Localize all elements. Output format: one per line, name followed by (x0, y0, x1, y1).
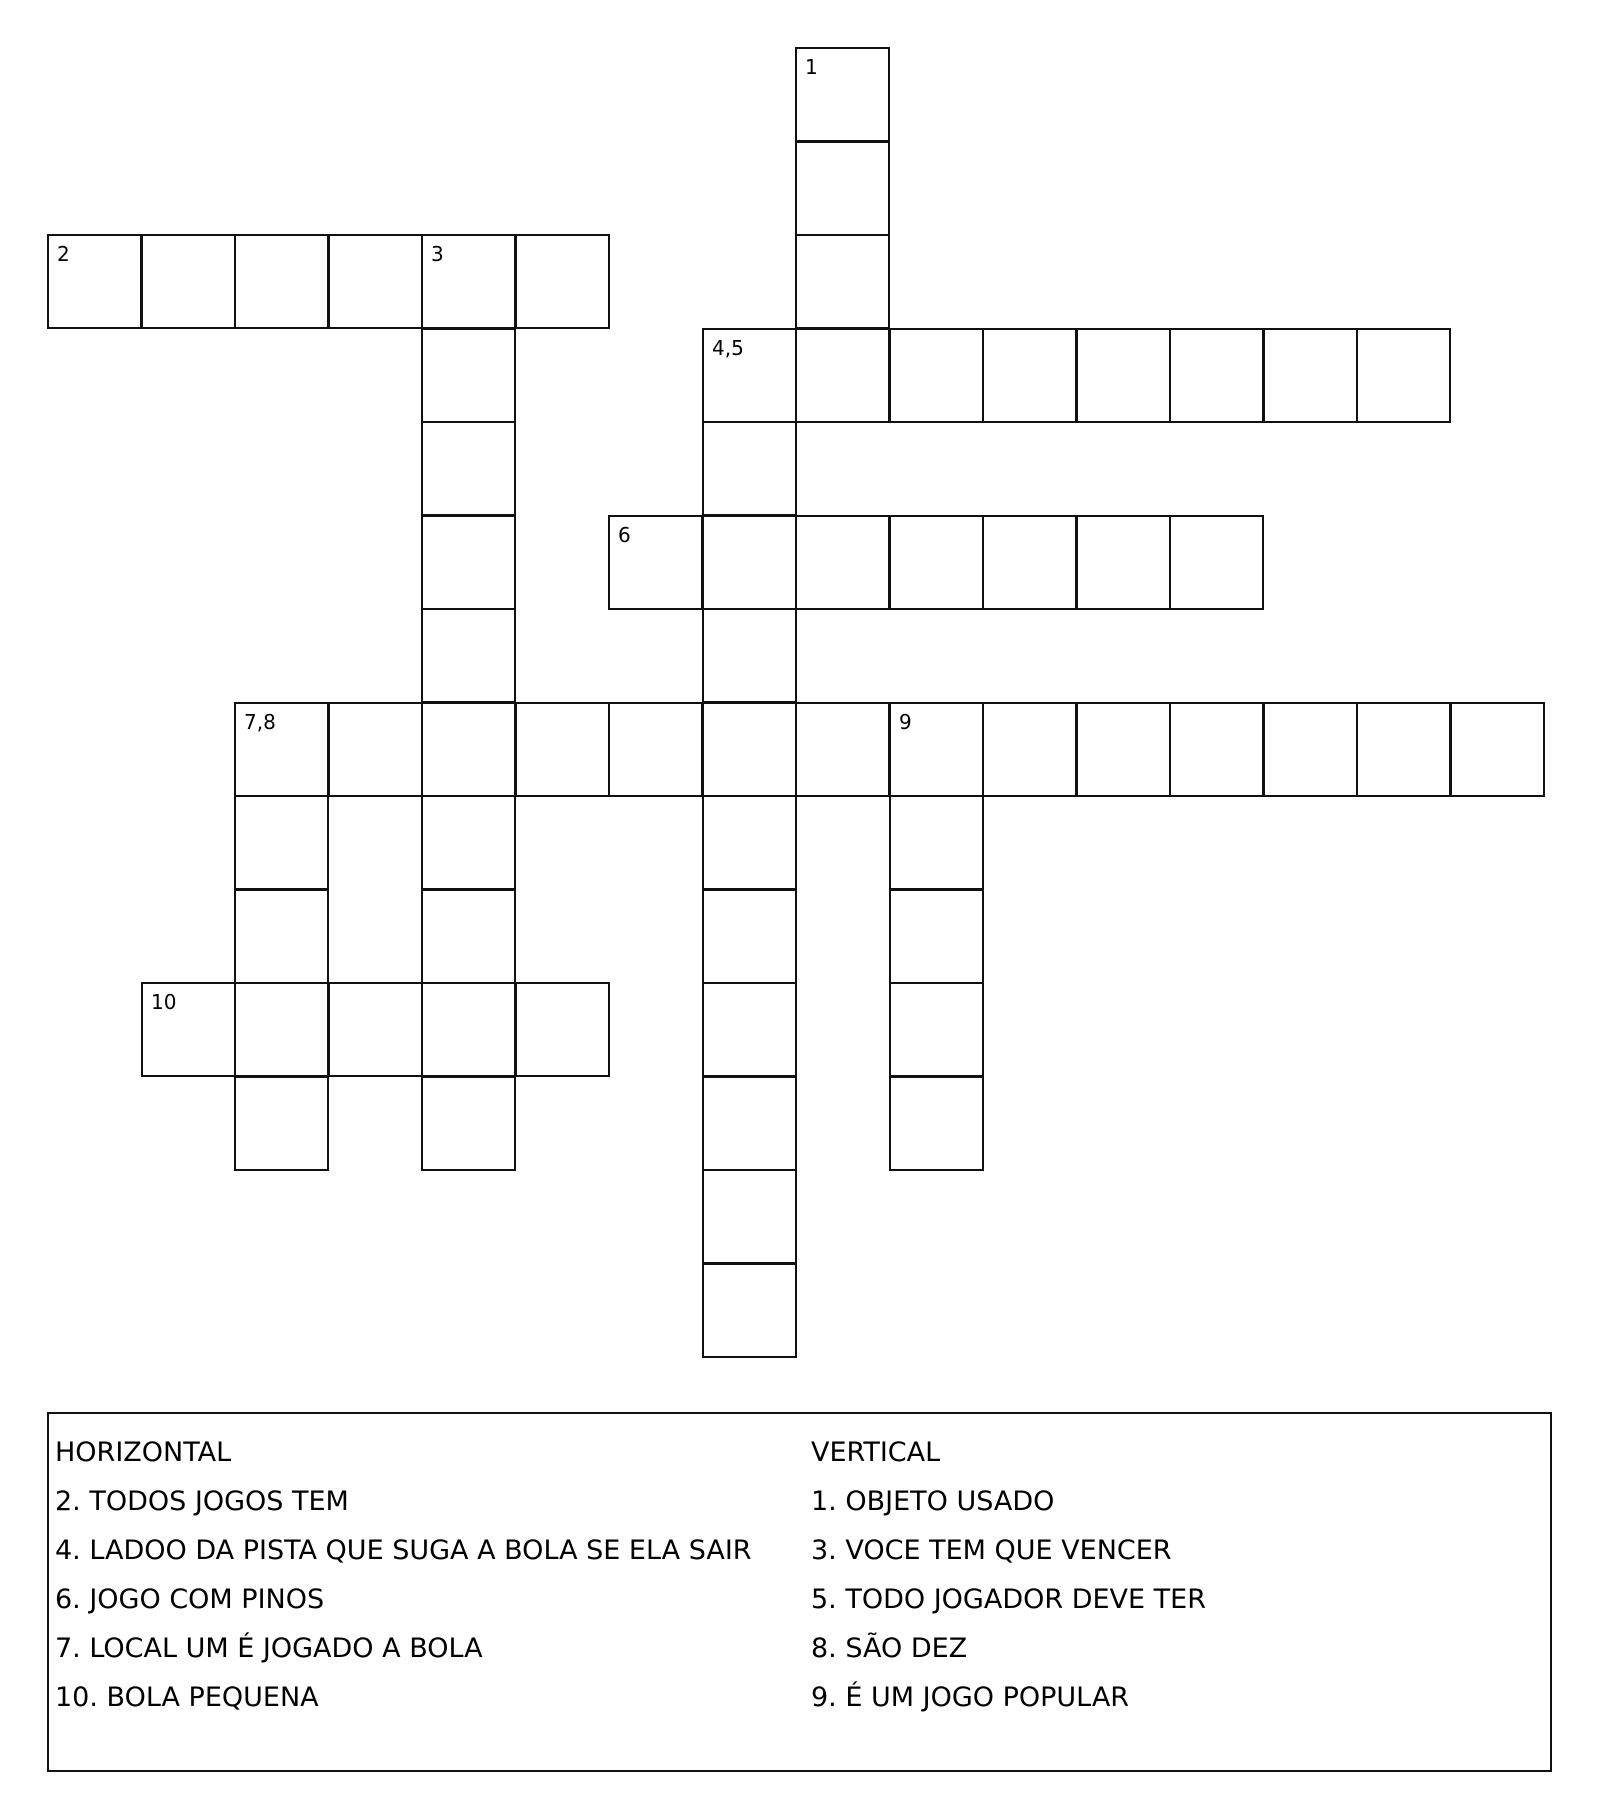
grid-cell[interactable] (702, 1263, 797, 1358)
grid-cell[interactable] (1169, 702, 1264, 797)
grid-cell[interactable] (795, 328, 890, 423)
grid-cell[interactable] (982, 702, 1077, 797)
grid-cell[interactable] (234, 982, 329, 1077)
grid-cell[interactable] (702, 515, 797, 610)
horizontal-clue: 10. BOLA PEQUENA (55, 1682, 319, 1713)
vertical-clue: 5. TODO JOGADOR DEVE TER (811, 1584, 1206, 1615)
grid-cell[interactable] (1356, 328, 1451, 423)
clue-box (47, 1412, 1552, 1772)
grid-cell[interactable] (1076, 515, 1171, 610)
grid-cell[interactable] (421, 421, 516, 516)
grid-cell[interactable] (889, 795, 984, 890)
vertical-clue: 1. OBJETO USADO (811, 1486, 1055, 1517)
grid-cell[interactable] (889, 982, 984, 1077)
horizontal-clue: 6. JOGO COM PINOS (55, 1584, 325, 1615)
grid-cell[interactable] (234, 795, 329, 890)
vertical-clue: 8. SÃO DEZ (811, 1633, 968, 1664)
grid-cell[interactable] (141, 234, 236, 329)
grid-cell[interactable] (421, 702, 516, 797)
clue-number: 9 (899, 710, 912, 734)
grid-cell[interactable] (421, 234, 516, 329)
horizontal-clue: 4. LADOO DA PISTA QUE SUGA A BOLA SE ELA SAIR (55, 1535, 752, 1566)
grid-cell[interactable] (702, 328, 797, 423)
horizontal-clues (55, 1428, 752, 1722)
grid-cell[interactable] (515, 234, 610, 329)
clue-number: 1 (805, 55, 818, 79)
grid-cell[interactable] (1263, 702, 1358, 797)
grid-cell[interactable] (328, 982, 423, 1077)
grid-cell[interactable] (702, 982, 797, 1077)
vertical-title: VERTICAL (811, 1437, 941, 1468)
grid-cell[interactable] (234, 1076, 329, 1171)
grid-cell[interactable] (982, 515, 1077, 610)
grid-cell[interactable] (889, 889, 984, 984)
grid-cell[interactable] (702, 702, 797, 797)
grid-cell[interactable] (889, 1076, 984, 1171)
grid-cell[interactable] (421, 795, 516, 890)
grid-cell[interactable] (889, 702, 984, 797)
grid-cell[interactable] (608, 702, 703, 797)
horizontal-title: HORIZONTAL (55, 1437, 232, 1468)
grid-cell[interactable] (421, 328, 516, 423)
grid-cell[interactable] (702, 1169, 797, 1264)
grid-cell[interactable] (608, 515, 703, 610)
grid-cell[interactable] (234, 889, 329, 984)
vertical-clue: 3. VOCE TEM QUE VENCER (811, 1535, 1172, 1566)
clue-number: 3 (431, 242, 444, 266)
grid-cell[interactable] (421, 982, 516, 1077)
grid-cell[interactable] (421, 1076, 516, 1171)
grid-cell[interactable] (1263, 328, 1358, 423)
horizontal-clue: 2. TODOS JOGOS TEM (55, 1486, 349, 1517)
grid-cell[interactable] (982, 328, 1077, 423)
grid-cell[interactable] (795, 47, 890, 142)
grid-cell[interactable] (889, 328, 984, 423)
grid-cell[interactable] (1169, 328, 1264, 423)
horizontal-clue: 7. LOCAL UM É JOGADO A BOLA (55, 1633, 483, 1664)
grid-cell[interactable] (1169, 515, 1264, 610)
grid-cell[interactable] (702, 1076, 797, 1171)
grid-cell[interactable] (795, 141, 890, 236)
grid-cell[interactable] (515, 982, 610, 1077)
grid-cell[interactable] (795, 702, 890, 797)
grid-cell[interactable] (702, 421, 797, 516)
clue-number: 10 (151, 990, 177, 1014)
grid-cell[interactable] (702, 795, 797, 890)
grid-cell[interactable] (1076, 702, 1171, 797)
grid-cell[interactable] (328, 234, 423, 329)
vertical-clue: 9. É UM JOGO POPULAR (811, 1682, 1130, 1713)
grid-cell[interactable] (234, 702, 329, 797)
grid-cell[interactable] (515, 702, 610, 797)
grid-cell[interactable] (421, 608, 516, 703)
clue-number: 6 (618, 523, 631, 547)
grid-cell[interactable] (1076, 328, 1171, 423)
grid-cell[interactable] (702, 608, 797, 703)
clue-number: 2 (57, 242, 70, 266)
grid-cell[interactable] (328, 702, 423, 797)
clue-number: 4,5 (712, 336, 744, 360)
grid-cell[interactable] (1450, 702, 1545, 797)
grid-cell[interactable] (234, 234, 329, 329)
grid-cell[interactable] (47, 234, 142, 329)
grid-cell[interactable] (889, 515, 984, 610)
grid-cell[interactable] (795, 515, 890, 610)
grid-cell[interactable] (702, 889, 797, 984)
grid-cell[interactable] (795, 234, 890, 329)
grid-cell[interactable] (421, 515, 516, 610)
clue-number: 7,8 (244, 710, 276, 734)
vertical-clues (811, 1428, 1206, 1722)
grid-cell[interactable] (1356, 702, 1451, 797)
grid-cell[interactable] (141, 982, 236, 1077)
grid-cell[interactable] (421, 889, 516, 984)
